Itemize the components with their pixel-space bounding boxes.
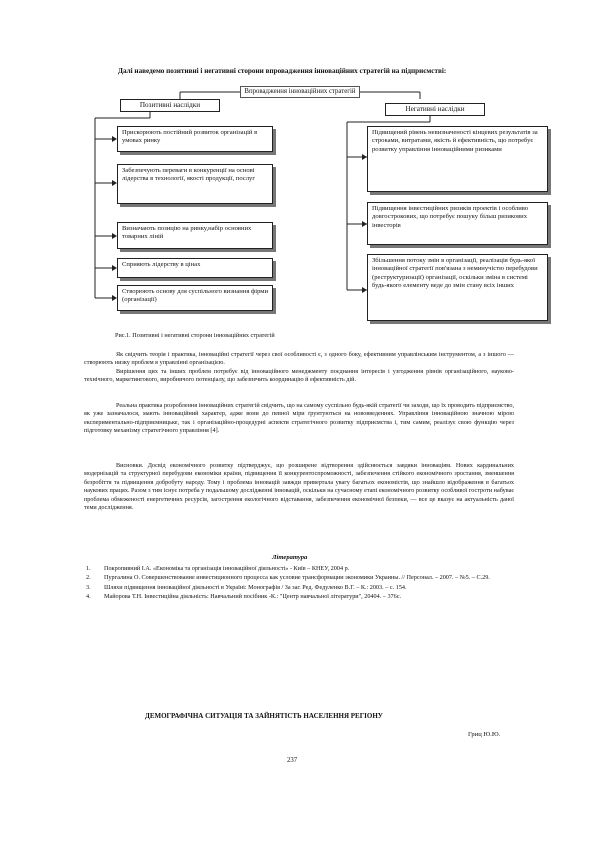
literature-title: Література xyxy=(272,554,308,561)
literature-item xyxy=(84,584,514,592)
literature-text: Покропивний І.А. «Економіка та організація інноваційної діяльності» - Київ – КНЕУ, 2004 р. xyxy=(104,565,350,572)
body-paragraph: Реальна практика розроблення інноваційних стратегій свідчить, що на самому суспільно будь-якій стратегії чи заходи, що їх проводить підприємство, як уже зазначалося, мають інноваційний характер, адже вони до певної міри ґрунтуються на нововведеннях. Управління інноваційною значною мірою експериментально-підприємницьке, так і організаційно-процедурні аспекти стратегічного розвитку підприємства і, тим самим, реалізує свою функцію через підготовку механізму стратегічного управління [4]. xyxy=(84,402,514,435)
literature-item xyxy=(84,593,514,601)
positive-item-label: Сприяють лідерству в цінах xyxy=(122,261,201,268)
section-title: ДЕМОГРАФІЧНА СИТУАЦІЯ ТА ЗАЙНЯТІСТЬ НАСЕЛЕННЯ РЕГІОНУ xyxy=(145,712,383,720)
positive-item-label: Створюють основу для суспільного визнання фірми (організації) xyxy=(122,288,269,304)
positive-header-label: Позитивні наслідки xyxy=(139,101,201,109)
body-paragraph: Висновки. Досвід економічного розвитку підтверджує, що розширене відтворення здійснюється завдяки інноваціям. Нових кардинальних модернізацій та структурної перебудови економіки країни, підвищення її конкурентоспроможності, забезпечення стійкого економічного зростання, зменшення безробіття та підвищення добробуту народу. Тому і проблема інновацій завжди привертала увагу багатьох економістів, що знайшло відображення в багатьох наукових працях. Разом з тим існує потреба у подальшому дослідженні інновацій, оскільки на сучасному етапі економічного розвитку особливої гостроти набуває проблема обмеженості енергетичних ресурсів, загострення екологічного відставання, забезпечення економічної безпеки, — все це вказує на актуальність даної теми дослідження. xyxy=(84,462,514,512)
positive-item-label: Прискорюють постійний розвиток організацій в умовах ринку xyxy=(122,129,258,145)
literature-list xyxy=(84,565,514,603)
literature-number: 1. xyxy=(86,565,91,572)
positive-item-label: Визначають позицію на ринку,набір основних товарних ліній xyxy=(122,225,252,241)
positive-item-box xyxy=(117,285,273,311)
negative-header-box xyxy=(385,103,485,116)
negative-item-box xyxy=(367,202,548,245)
literature-text: Майорова Т.Н. Інвестиційна діяльність: Навчальний посібник -К.: "Центр навчальної літератури", 20404. – 376с. xyxy=(104,593,402,601)
author-name: Гриц Ю.Ю. xyxy=(468,731,501,738)
negative-item-label: Підвищення інвестиційних ризиків проектів і особливо довгострокових, що потребує пошуку більш ризикових інвесторів xyxy=(372,205,529,229)
negative-item-box xyxy=(367,254,548,321)
positive-header-box xyxy=(120,99,220,112)
literature-text: Пургалина О. Совершенствование инвестиционного процесса как условие трансформации экономики Украины. // Персонал. – 2007. – №5. – С.29. xyxy=(104,574,490,582)
negative-item-label: Підвищений рівень невизначеності кінцевих результатів за строками, витратами, якість й ефективність, що потребує розвитку управління інноваційними ризиками xyxy=(372,129,538,153)
negative-item-label: Збільшення потоку змін в організації, реалізація будь-якої інноваційної стратегії пов'язана з неминучістю перебудови (реструктуризації) організації, оскільки зміна в системі будь-якого елементу веде до змін стану всіх інших xyxy=(372,257,538,290)
negative-item-box xyxy=(367,126,548,192)
positive-item-box xyxy=(117,126,273,152)
intro-text: Далі наведемо позитивні і негативні сторони впровадження інноваційних стратегій на підприємстві: xyxy=(118,67,447,75)
literature-number: 4. xyxy=(86,593,91,601)
negative-header-label: Негативні наслідки xyxy=(405,105,465,113)
page-number: 237 xyxy=(287,757,298,764)
diagram-top-box xyxy=(240,86,360,98)
literature-item xyxy=(84,574,514,582)
body-paragraph: Як свідчить теорія і практика, інноваційні стратегії через свої особливості є, з одного боку, ефективним управлінським інструментом, а з іншого — створюють низку проблем в управлінні організацією. xyxy=(84,351,514,367)
literature-number: 3. xyxy=(86,583,91,591)
positive-item-box xyxy=(117,164,273,204)
positive-item-label: Забезпечують переваги в конкуренції на основі лідерства в технології, якості продукції, послуг xyxy=(122,167,256,183)
literature-number: 2. xyxy=(86,574,91,582)
diagram-top-label: Впровадження інноваційних стратегій xyxy=(244,88,356,95)
positive-item-box xyxy=(117,258,273,278)
literature-text: Шляхи підвищення інноваційної діяльності в Україні: Монографія / За заг. Ред. Федуленко В.Г. – К.: 2003. – с. 154. xyxy=(104,583,407,591)
body-paragraph: Вирішення цих та інших проблем потребує від інноваційного менеджменту поєднання інтересів і узгодження рівнів організаційного, науково-технічного, маркетингового, виробничого потенціалу, що забезпечить координацію й ефективність дій. xyxy=(84,368,514,384)
literature-item xyxy=(84,565,514,573)
figure-caption: Рис.1. Позитивні і негативні сторони інноваційних стратегій xyxy=(115,332,275,339)
positive-item-box xyxy=(117,222,273,249)
